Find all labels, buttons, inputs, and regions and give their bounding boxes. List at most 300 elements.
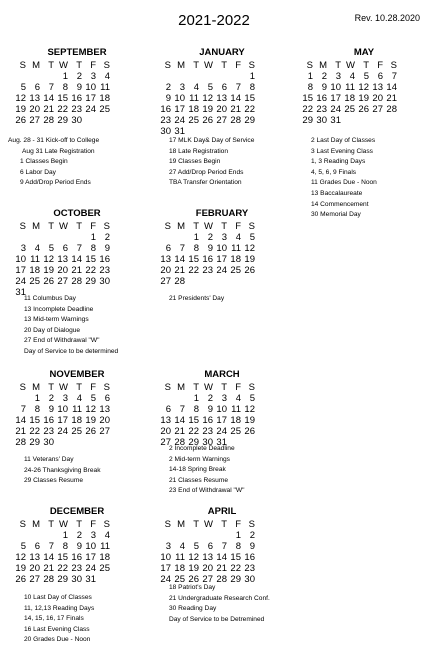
day-cell: 3: [221, 232, 227, 243]
weekday-label: T: [193, 519, 199, 530]
day-cell: 11: [231, 243, 241, 254]
day-cell: 16: [202, 254, 213, 265]
day-cell: 21: [216, 563, 227, 574]
day-cell: 21: [43, 104, 54, 115]
weekday-header: [12, 519, 142, 530]
day-cell: 14: [174, 415, 185, 426]
weekday-label: T: [335, 60, 341, 71]
day-cell: [12, 393, 26, 404]
day-cell: 7: [179, 404, 185, 415]
day-cell: 15: [230, 552, 241, 563]
day-cell: 3: [179, 82, 185, 93]
weekday-label: S: [164, 519, 171, 530]
day-cell: 2: [165, 82, 171, 93]
day-cell: 6: [165, 404, 171, 415]
notes-february: [169, 294, 299, 305]
weekday-label: T: [193, 60, 199, 71]
day-cell: 16: [202, 415, 213, 426]
day-cell: 23: [160, 115, 171, 126]
day-cell: 27: [29, 115, 40, 126]
day-cell: 6: [34, 82, 40, 93]
day-cell: 30: [71, 115, 82, 126]
day-cell: 8: [193, 404, 199, 415]
week-row: [157, 404, 287, 415]
day-cell: 4: [104, 71, 110, 82]
day-cell: 19: [244, 254, 255, 265]
day-cell: 6: [34, 541, 40, 552]
day-cell: 31: [15, 287, 26, 298]
day-cell: 10: [216, 404, 227, 415]
day-cell: 25: [344, 104, 355, 115]
weekday-label: W: [59, 382, 68, 393]
weekday-header: [299, 60, 428, 71]
event-note: 3 Last Evening Class: [311, 147, 373, 155]
day-cell: 16: [316, 93, 327, 104]
day-cell: 18: [71, 415, 82, 426]
week-row: [12, 104, 142, 115]
day-cell: 6: [165, 243, 171, 254]
weekday-label: T: [221, 382, 227, 393]
notes-march: [169, 444, 299, 497]
day-cell: 21: [43, 563, 54, 574]
weekday-label: T: [76, 519, 82, 530]
weekday-label: M: [32, 60, 40, 71]
day-cell: 1: [307, 71, 313, 82]
weekday-header: [157, 519, 287, 530]
weekday-label: T: [48, 519, 54, 530]
day-cell: 22: [188, 426, 199, 437]
weekday-label: T: [76, 382, 82, 393]
week-row: [157, 265, 287, 276]
day-cell: 13: [372, 82, 383, 93]
week-row: [299, 104, 428, 115]
week-row: [12, 404, 142, 415]
week-row: [12, 71, 142, 82]
day-cell: 23: [71, 104, 82, 115]
day-cell: 13: [57, 254, 68, 265]
week-row: [12, 232, 142, 243]
month-december: [12, 506, 142, 585]
day-cell: 24: [330, 104, 341, 115]
day-cell: 26: [85, 426, 96, 437]
event-note: Day of Service to be Detremined: [169, 615, 265, 623]
day-cell: 25: [174, 574, 185, 585]
day-cell: 26: [15, 115, 26, 126]
day-cell: 16: [244, 552, 255, 563]
day-cell: 7: [48, 82, 54, 93]
day-cell: [171, 71, 185, 82]
day-cell: 5: [20, 82, 26, 93]
day-cell: 7: [179, 243, 185, 254]
day-cell: 2: [321, 71, 327, 82]
weekday-label: T: [48, 60, 54, 71]
day-cell: 23: [43, 426, 54, 437]
weekday-label: F: [90, 519, 96, 530]
day-cell: [355, 115, 369, 126]
day-cell: 17: [174, 104, 185, 115]
day-cell: 25: [99, 104, 110, 115]
month-name: MAY: [353, 47, 375, 58]
weekday-label: T: [193, 382, 199, 393]
day-cell: 15: [85, 254, 96, 265]
day-cell: 12: [244, 243, 255, 254]
day-cell: [213, 530, 227, 541]
day-cell: 27: [160, 276, 171, 287]
day-cell: 5: [363, 71, 369, 82]
weekday-label: M: [32, 382, 40, 393]
day-cell: [68, 232, 82, 243]
week-row: [12, 563, 142, 574]
event-note: 14 Commencement: [311, 200, 369, 208]
day-cell: [40, 232, 54, 243]
event-note: 21 Presidents' Day: [169, 295, 225, 302]
weekday-label: F: [377, 60, 383, 71]
day-cell: 5: [249, 232, 255, 243]
event-note: 13 Baccalaureate: [311, 189, 363, 197]
day-cell: 28: [230, 115, 241, 126]
day-cell: 5: [249, 393, 255, 404]
day-cell: 8: [307, 82, 313, 93]
day-cell: 28: [43, 115, 54, 126]
day-cell: 4: [193, 82, 199, 93]
week-row: [12, 265, 142, 276]
day-cell: 13: [29, 93, 40, 104]
day-cell: 18: [174, 563, 185, 574]
weekday-label: F: [235, 60, 241, 71]
day-cell: 17: [216, 254, 227, 265]
day-cell: 11: [231, 404, 241, 415]
week-row: [12, 552, 142, 563]
day-cell: 14: [43, 552, 54, 563]
day-cell: 3: [165, 541, 171, 552]
day-cell: 24: [85, 563, 96, 574]
day-cell: 15: [244, 93, 255, 104]
notes-november: [24, 455, 154, 487]
day-cell: 2: [207, 393, 213, 404]
weekday-label: S: [164, 60, 171, 71]
weekday-header: [12, 382, 142, 393]
weekday-label: T: [221, 221, 227, 232]
day-cell: 20: [372, 93, 383, 104]
day-cell: [96, 574, 110, 585]
notes-october: [24, 294, 159, 358]
weekday-label: W: [59, 60, 68, 71]
day-cell: 27: [29, 574, 40, 585]
day-cell: 30: [71, 574, 82, 585]
weekday-label: M: [177, 60, 185, 71]
day-cell: 1: [90, 232, 96, 243]
day-cell: [68, 437, 82, 448]
day-cell: 27: [202, 574, 213, 585]
day-cell: 29: [57, 574, 68, 585]
day-cell: 21: [230, 104, 241, 115]
day-cell: 1: [62, 530, 68, 541]
day-cell: 23: [244, 563, 255, 574]
event-note: 13 Incomplete Deadline: [24, 305, 94, 313]
day-cell: 12: [202, 93, 213, 104]
day-cell: 16: [99, 254, 110, 265]
day-cell: 9: [76, 82, 82, 93]
day-cell: 9: [321, 82, 327, 93]
day-cell: 28: [216, 574, 227, 585]
day-cell: 10: [85, 541, 96, 552]
weekday-label: T: [76, 60, 82, 71]
weekday-label: S: [103, 382, 110, 393]
month-october: [12, 208, 142, 298]
day-cell: 4: [349, 71, 355, 82]
weekday-label: F: [90, 60, 96, 71]
weekday-label: S: [103, 60, 110, 71]
event-note: 27 End of Withdrawal "W": [24, 337, 100, 345]
day-cell: 28: [43, 574, 54, 585]
month-march: [157, 369, 287, 448]
day-cell: 24: [216, 265, 227, 276]
weekday-label: S: [248, 519, 255, 530]
day-cell: 18: [99, 552, 110, 563]
day-cell: 22: [57, 104, 68, 115]
day-cell: 16: [43, 415, 54, 426]
day-cell: 21: [15, 426, 26, 437]
weekday-label: W: [204, 60, 213, 71]
day-cell: 29: [188, 437, 199, 448]
day-cell: 27: [99, 426, 110, 437]
day-cell: 12: [85, 404, 96, 415]
day-cell: 30: [43, 437, 54, 448]
day-cell: 2: [48, 393, 54, 404]
weekday-header: [12, 221, 142, 232]
day-cell: 13: [202, 552, 213, 563]
day-cell: 11: [345, 82, 355, 93]
day-cell: 25: [230, 265, 241, 276]
day-cell: 19: [358, 93, 369, 104]
week-row: [12, 426, 142, 437]
day-cell: 27: [216, 115, 227, 126]
day-cell: 31: [174, 126, 185, 137]
day-cell: 24: [216, 426, 227, 437]
day-cell: 18: [230, 254, 241, 265]
day-cell: 6: [62, 243, 68, 254]
day-cell: 11: [72, 404, 82, 415]
day-cell: 7: [235, 82, 241, 93]
day-cell: 16: [71, 93, 82, 104]
month-name: MARCH: [204, 369, 240, 380]
weekday-label: S: [19, 221, 26, 232]
day-cell: 1: [235, 530, 241, 541]
calendar-title: 2021-2022: [178, 12, 250, 29]
day-cell: 8: [90, 243, 96, 254]
day-cell: 8: [62, 541, 68, 552]
day-cell: [171, 530, 185, 541]
week-row: [157, 276, 287, 287]
day-cell: 14: [386, 82, 397, 93]
day-cell: 30: [99, 276, 110, 287]
event-note: 1 Classes Begin: [20, 158, 68, 166]
revision-date: Rev. 10.28.2020: [354, 13, 420, 23]
day-cell: 25: [99, 563, 110, 574]
day-cell: 6: [104, 393, 110, 404]
day-cell: 10: [174, 93, 185, 104]
week-row: [12, 93, 142, 104]
day-cell: 25: [71, 426, 82, 437]
event-note: 29 Classes Resume: [24, 477, 84, 485]
day-cell: 9: [207, 243, 213, 254]
day-cell: 29: [57, 115, 68, 126]
day-cell: 20: [160, 426, 171, 437]
event-note: 4, 5, 6, 9 Finals: [311, 168, 357, 176]
day-cell: 13: [216, 93, 227, 104]
week-row: [12, 82, 142, 93]
event-note: 23 End of Withdrawal "W": [169, 487, 245, 495]
day-cell: 19: [202, 104, 213, 115]
day-cell: 12: [15, 93, 26, 104]
day-cell: 25: [188, 115, 199, 126]
day-cell: 17: [85, 93, 96, 104]
event-note: 14-18 Spring Break: [169, 466, 226, 474]
day-cell: 26: [202, 115, 213, 126]
day-cell: [185, 71, 199, 82]
event-note: 14, 15, 16, 17 Finals: [24, 615, 84, 623]
weekday-label: W: [204, 382, 213, 393]
day-cell: 8: [34, 404, 40, 415]
weekday-label: M: [32, 519, 40, 530]
day-cell: 9: [104, 243, 110, 254]
day-cell: 25: [29, 276, 40, 287]
month-name: FEBRUARY: [195, 208, 249, 219]
day-cell: 31: [85, 574, 96, 585]
day-cell: [12, 530, 26, 541]
weekday-label: S: [306, 60, 313, 71]
day-cell: 19: [15, 563, 26, 574]
day-cell: [26, 232, 40, 243]
month-january: [157, 47, 287, 137]
notes-april: [169, 583, 309, 625]
day-cell: 26: [244, 265, 255, 276]
week-row: [12, 115, 142, 126]
event-note: Day of Service to be determined: [24, 347, 119, 355]
event-note: 11, 12,13 Reading Days: [24, 604, 95, 612]
day-cell: 8: [249, 82, 255, 93]
day-cell: [199, 530, 213, 541]
weekday-label: S: [248, 60, 255, 71]
day-cell: 26: [358, 104, 369, 115]
event-note: 17 MLK Day& Day of Service: [169, 137, 255, 144]
day-cell: 16: [160, 104, 171, 115]
weekday-label: T: [221, 519, 227, 530]
day-cell: [157, 393, 171, 404]
day-cell: [171, 232, 185, 243]
day-cell: 29: [302, 115, 313, 126]
day-cell: [40, 530, 54, 541]
day-cell: 13: [29, 552, 40, 563]
weekday-label: T: [221, 60, 227, 71]
day-cell: 17: [15, 265, 26, 276]
event-note: 24-26 Thanksgiving Break: [24, 466, 101, 474]
day-cell: 15: [188, 254, 199, 265]
day-cell: 6: [207, 541, 213, 552]
day-cell: [157, 232, 171, 243]
week-row: [299, 82, 428, 93]
notes-december: [24, 593, 154, 646]
weekday-label: M: [177, 221, 185, 232]
day-cell: 3: [90, 530, 96, 541]
day-cell: 18: [29, 265, 40, 276]
day-cell: 5: [207, 82, 213, 93]
weekday-label: S: [248, 221, 255, 232]
weekday-header: [157, 382, 287, 393]
event-note: 1, 3 Reading Days: [311, 158, 366, 166]
day-cell: 20: [202, 563, 213, 574]
week-row: [299, 115, 428, 126]
day-cell: 13: [99, 404, 110, 415]
day-cell: 27: [160, 437, 171, 448]
day-cell: [82, 437, 96, 448]
day-cell: [185, 276, 199, 287]
event-note: Aug 31 Late Registration: [22, 147, 95, 155]
week-row: [157, 426, 287, 437]
weekday-label: T: [76, 221, 82, 232]
day-cell: 14: [71, 254, 82, 265]
day-cell: 29: [85, 276, 96, 287]
week-row: [12, 276, 142, 287]
day-cell: [12, 232, 26, 243]
day-cell: [213, 71, 227, 82]
day-cell: 18: [188, 104, 199, 115]
month-name: DECEMBER: [49, 506, 105, 517]
day-cell: 4: [104, 530, 110, 541]
day-cell: [199, 276, 213, 287]
day-cell: 13: [160, 254, 171, 265]
day-cell: 8: [193, 243, 199, 254]
day-cell: 15: [302, 93, 313, 104]
day-cell: 5: [48, 243, 54, 254]
day-cell: 4: [34, 243, 40, 254]
day-cell: [40, 71, 54, 82]
day-cell: 6: [377, 71, 383, 82]
day-cell: 4: [235, 232, 241, 243]
day-cell: 10: [57, 404, 68, 415]
day-cell: 3: [90, 71, 96, 82]
week-row: [12, 541, 142, 552]
day-cell: [26, 71, 40, 82]
day-cell: 27: [372, 104, 383, 115]
day-cell: 19: [188, 563, 199, 574]
day-cell: 21: [174, 426, 185, 437]
weekday-label: W: [204, 519, 213, 530]
month-may: [299, 47, 428, 126]
day-cell: 10: [85, 82, 96, 93]
day-cell: [96, 115, 110, 126]
day-cell: 5: [90, 393, 96, 404]
day-cell: 11: [100, 541, 110, 552]
day-cell: 10: [160, 552, 171, 563]
day-cell: 22: [230, 563, 241, 574]
day-cell: 20: [57, 265, 68, 276]
event-note: 2 Last Day of Classes: [311, 137, 376, 144]
week-row: [157, 552, 287, 563]
day-cell: 2: [207, 232, 213, 243]
day-cell: 1: [193, 393, 199, 404]
day-cell: 20: [216, 104, 227, 115]
weekday-label: F: [235, 221, 241, 232]
day-cell: [26, 530, 40, 541]
week-row: [157, 243, 287, 254]
day-cell: 5: [193, 541, 199, 552]
day-cell: 15: [29, 415, 40, 426]
day-cell: 6: [221, 82, 227, 93]
week-row: [157, 104, 287, 115]
day-cell: 14: [230, 93, 241, 104]
day-cell: 14: [15, 415, 26, 426]
